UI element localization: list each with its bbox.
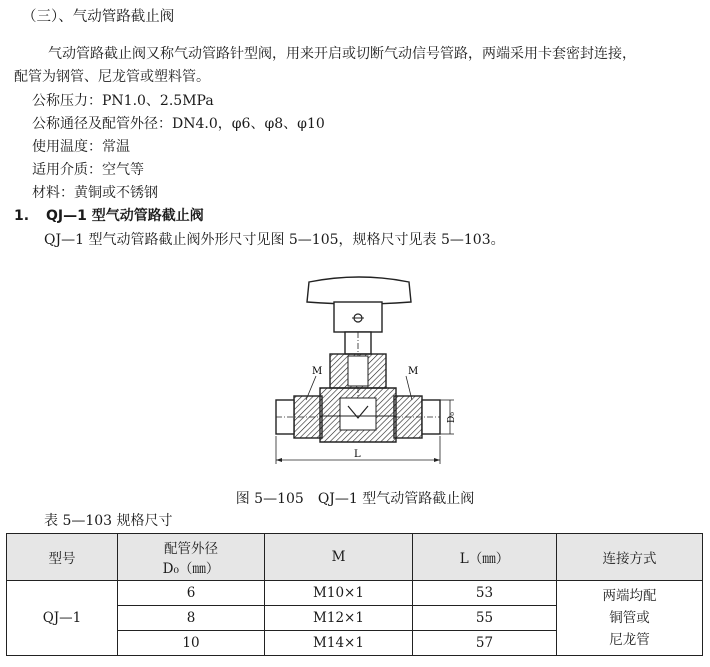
spec-table xyxy=(6,533,703,656)
label-m-left: M xyxy=(312,366,323,377)
connection-line1: 两端均配 xyxy=(602,588,657,604)
cell-model: QJ—1 xyxy=(7,581,118,656)
header-connection: 连接方式 xyxy=(557,534,703,581)
intro-line-2: 配管为钢管、尼龙管或塑料管。 xyxy=(14,69,210,85)
header-pipe-od xyxy=(118,534,265,581)
param-material: 材料：黄铜或不锈钢 xyxy=(32,185,158,201)
label-l: L xyxy=(354,449,361,460)
header-pipe-od-line2: D₀（㎜） xyxy=(162,561,220,577)
cell-d0: 10 xyxy=(118,631,265,656)
header-l: L（㎜） xyxy=(413,534,557,581)
header-pipe-od-line1: 配管外径 xyxy=(164,541,218,557)
cell-m: M14×1 xyxy=(265,631,413,656)
table-header-row xyxy=(7,534,703,581)
intro-line-1: 气动管路截止阀又称气动管路针型阀，用来开启或切断气动信号管路，两端采用卡套密封连接， xyxy=(48,46,636,62)
param-pressure: 公称压力：PN1.0、2.5MPa xyxy=(32,93,214,109)
cell-l: 55 xyxy=(413,606,557,631)
cell-m: M10×1 xyxy=(265,581,413,606)
param-diameter: 公称通径及配管外径：DN4.0，φ6、φ8、φ10 xyxy=(32,116,325,132)
cell-d0: 8 xyxy=(118,606,265,631)
cell-connection xyxy=(557,581,703,656)
param-medium: 适用介质：空气等 xyxy=(32,162,144,178)
table-row xyxy=(7,581,703,606)
param-temperature: 使用温度：常温 xyxy=(32,139,130,155)
header-model: 型号 xyxy=(7,534,118,581)
connection-line3: 尼龙管 xyxy=(609,632,650,648)
subsection-text: QJ—1 型气动管路截止阀外形尺寸见图 5—105，规格尺寸见表 5—103。 xyxy=(44,232,505,248)
connection-line2: 铜管或 xyxy=(609,610,650,626)
label-m-right: M xyxy=(408,366,419,377)
cell-m: M12×1 xyxy=(265,606,413,631)
table-title: 表 5—103 规格尺寸 xyxy=(44,513,173,529)
cell-l: 53 xyxy=(413,581,557,606)
subsection-title: QJ—1 型气动管路截止阀 xyxy=(46,208,204,224)
subsection-number: 1. xyxy=(14,208,30,224)
section-title: （三）、气动管路截止阀 xyxy=(22,9,175,25)
header-m: M xyxy=(265,534,413,581)
valve-drawing xyxy=(262,266,456,474)
handwheel xyxy=(307,277,411,304)
figure-caption: 图 5—105 QJ—1 型气动管路截止阀 xyxy=(235,491,475,507)
cell-l: 57 xyxy=(413,631,557,656)
label-d0: D₀ xyxy=(447,412,456,423)
cell-d0: 6 xyxy=(118,581,265,606)
valve-drawing-svg xyxy=(262,266,456,474)
